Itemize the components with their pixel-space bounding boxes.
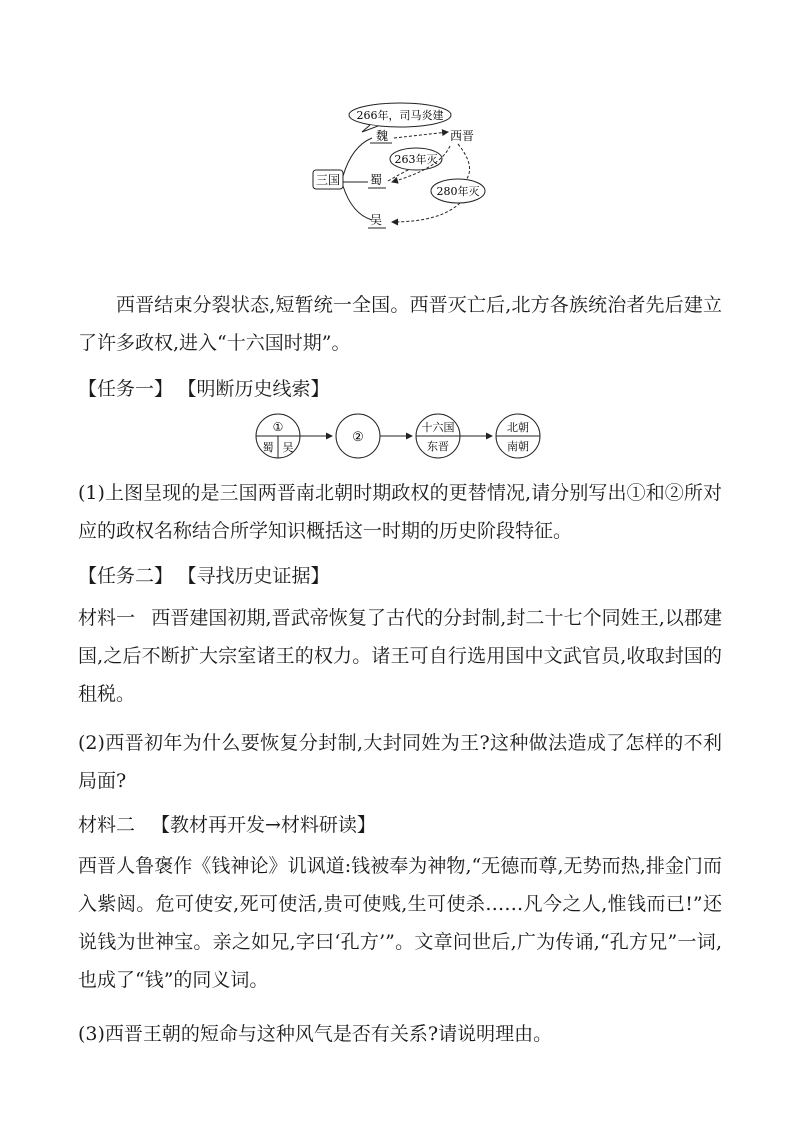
task1-heading (78, 370, 722, 408)
bubble-263-text: 263年灭 (394, 153, 438, 166)
flow-c3-top: 十六国 (421, 421, 455, 434)
task2-heading (78, 557, 722, 595)
flow-c4-bottom: 南朝 (507, 440, 529, 453)
task1-bracket: 【任务一】 (78, 378, 174, 400)
material-1 (78, 599, 722, 713)
flow-c1-left: 蜀 (262, 441, 274, 454)
task1-title: 【明断历史线索】 (187, 378, 330, 400)
bubble-280-text: 280年灭 (436, 185, 480, 198)
sanguo-label: 三国 (315, 173, 341, 187)
intro-paragraph: 西晋结束分裂状态,短暂统一全国。西晋灭亡后,北方各族统治者先后建立了许多政权,进入“十六国时期”。 (78, 294, 722, 354)
task2-bracket: 【任务二】 (78, 565, 174, 587)
xijin-label: 西晋 (450, 129, 475, 143)
shu-label: 蜀 (370, 173, 383, 187)
three-kingdoms-svg (300, 96, 500, 236)
material-2-heading (78, 806, 722, 844)
flow-c3-bottom: 东晋 (427, 440, 449, 453)
dynasty-flow-diagram (254, 411, 554, 461)
question-3: (3)西晋王朝的短命与这种风气是否有关系?请说明理由。 (78, 1023, 553, 1045)
material-2-title: 【教材再开发→材料研读】 (151, 814, 376, 836)
flow-c2: ② (352, 430, 364, 445)
flow-c1-right: 吴 (282, 441, 294, 454)
flow-c1-top: ① (272, 420, 284, 434)
wei-label: 魏 (376, 129, 389, 143)
flow-c4-top: 北朝 (507, 421, 529, 434)
material-1-text: 西晋建国初期,晋武帝恢复了古代的分封制,封二十七个同姓王,以郡建国,之后不断扩大宗室诸王的权力。诸王可自行选用国中文武官员,收取封国的租税。 (78, 607, 722, 705)
dynasty-flow-svg (254, 411, 554, 461)
material-2-text: 西晋人鲁褒作《钱神论》讥讽道:钱被奉为神物,“无德而尊,无势而热,排金门而入紫闼。危可使安,死可使活,贵可使贱,生可使杀……凡今之人,惟钱而已!”还说钱为世神宝。亲之如兄,字曰‘孔方’”。文章问世后,广为传诵,“孔方兄”一词,也成了“钱”的同义词。 (78, 855, 722, 991)
question-1: (1)上图呈现的是三国两晋南北朝时期政权的更替情况,请分别写出①和②所对应的政权名称结合所学知识概括这一时期的历史阶段特征。 (78, 482, 722, 542)
three-kingdoms-diagram (300, 96, 500, 236)
question-2: (2)西晋初年为什么要恢复分封制,大封同姓为王?这种做法造成了怎样的不利局面? (78, 732, 722, 792)
material-1-label: 材料一 (78, 607, 136, 629)
bubble-266-text: 266年，司马炎建 (356, 109, 444, 122)
task2-title: 【寻找历史证据】 (187, 565, 330, 587)
wu-label: 吴 (370, 213, 383, 227)
material-2-label: 材料二 (78, 814, 136, 836)
